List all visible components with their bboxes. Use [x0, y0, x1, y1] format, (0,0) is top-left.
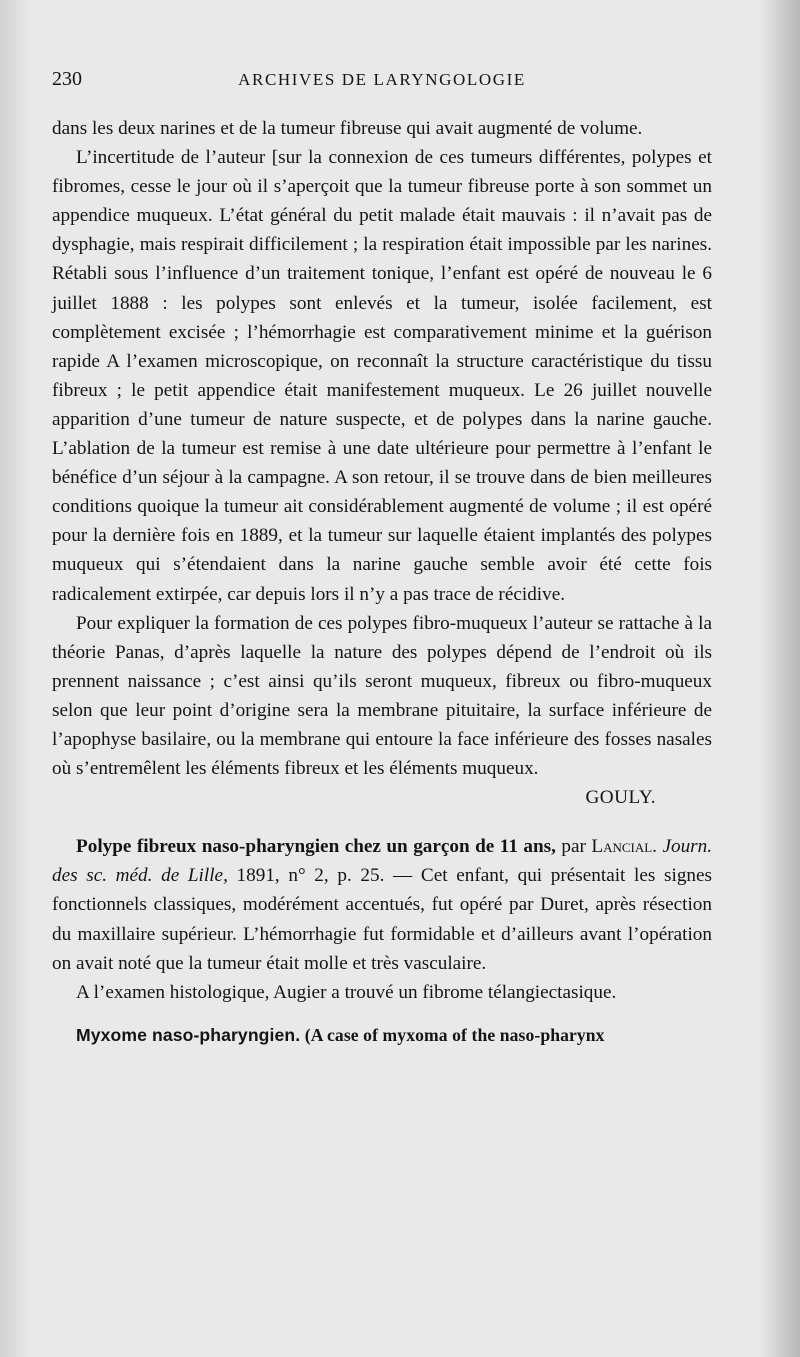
next-review-heading — [52, 1021, 712, 1050]
body-text — [52, 114, 712, 1050]
review-entry — [52, 832, 712, 977]
next-review-title: Myxome naso-pharyngien. — [76, 1024, 301, 1045]
reviewer-signature: GOULY. — [585, 787, 656, 809]
review-histology: A l’examen histologique, Augier a trouvé un fibrome télangiectasique. — [76, 981, 617, 1003]
running-title: ARCHIVES DE LARYNGOLOGIE — [238, 70, 526, 89]
review-title: Polype fibreux naso-pharyngien chez un garçon de 11 ans, — [76, 836, 556, 858]
page-header — [52, 68, 712, 96]
page-number: 230 — [52, 68, 82, 90]
review-by: par — [555, 836, 592, 858]
section-gap — [52, 812, 712, 832]
review-citation: 1891, n° 2, p. 25. — Cet enfant, qui présentait les signes fonctionnels classiques, modérément accentués, fut opéré par Duret, après résection du maxillaire supérieur. L’hémorrhagie fut formidable et d’ailleurs avant l’opération on avait noté que la tumeur était molle et très vasculaire. — [52, 865, 712, 974]
review-author: Lancial. — [591, 836, 657, 858]
paragraph-continuation: dans les deux narines et de la tumeur fibreuse qui avait augmenté de volume. — [52, 118, 643, 139]
review-journal: Journ. des sc. méd. de Lille, — [52, 836, 713, 887]
next-review-subtitle: (A case of myxoma of the naso-pharynx — [300, 1024, 605, 1045]
paragraph-theory: Pour expliquer la formation de ces polypes fibro-muqueux l’auteur se rattache à la théorie Panas, d’après laquelle la nature des polypes dépend de l’endroit où ils prennent naissance ; c’est ainsi qu’ils seront muqueux, fibreux ou fibro-muqueux selon que leur point d’origine sera la membrane pituitaire, la surface inférieure de l’apophyse basilaire, ou la membrane qui entoure la face inférieure des fosses nasales où s’entremêlent les éléments fibreux et les éléments muqueux. — [52, 612, 712, 780]
paragraph-case-history: L’incertitude de l’auteur [sur la connexion de ces tumeurs différentes, polypes et fibromes, cesse le jour où il s’aperçoit que la tumeur fibreuse porte à son sommet un appendice muqueux. L’état général du petit malade était mauvais : il n’avait pas de dysphagie, mais respirait difficilement ; la respiration était impossible par les narines. Rétabli sous l’influence d’un traitement tonique, l’enfant est opéré de nouveau le 6 juillet 1888 : les polypes sont enlevés et la tumeur, isolée facilement, est complètement excisée ; l’hémorrhagie est comparativement minime et la guérison rapide A l’examen microscopique, on reconnaît la structure caractéristique du tissu fibreux ; le petit appendice était manifestement muqueux. Le 26 juillet nouvelle apparition d’une tumeur de nature suspecte, et de polypes dans la narine gauche. L’ablation de la tumeur est remise à une date ultérieure pour permettre à l’enfant le bénéfice d’un séjour à la campagne. A son retour, il se trouve dans de bien meilleures conditions quoique la tumeur ait considérablement augmenté de volume ; il est opéré pour la dernière fois en 1889, et la tumeur sur laquelle étaient implantés des polypes muqueux qui s’étendaient dans la narine gauche semble avoir été cette fois radicalement extirpée, car depuis lors il n’y a pas trace de récidive. — [52, 147, 712, 605]
